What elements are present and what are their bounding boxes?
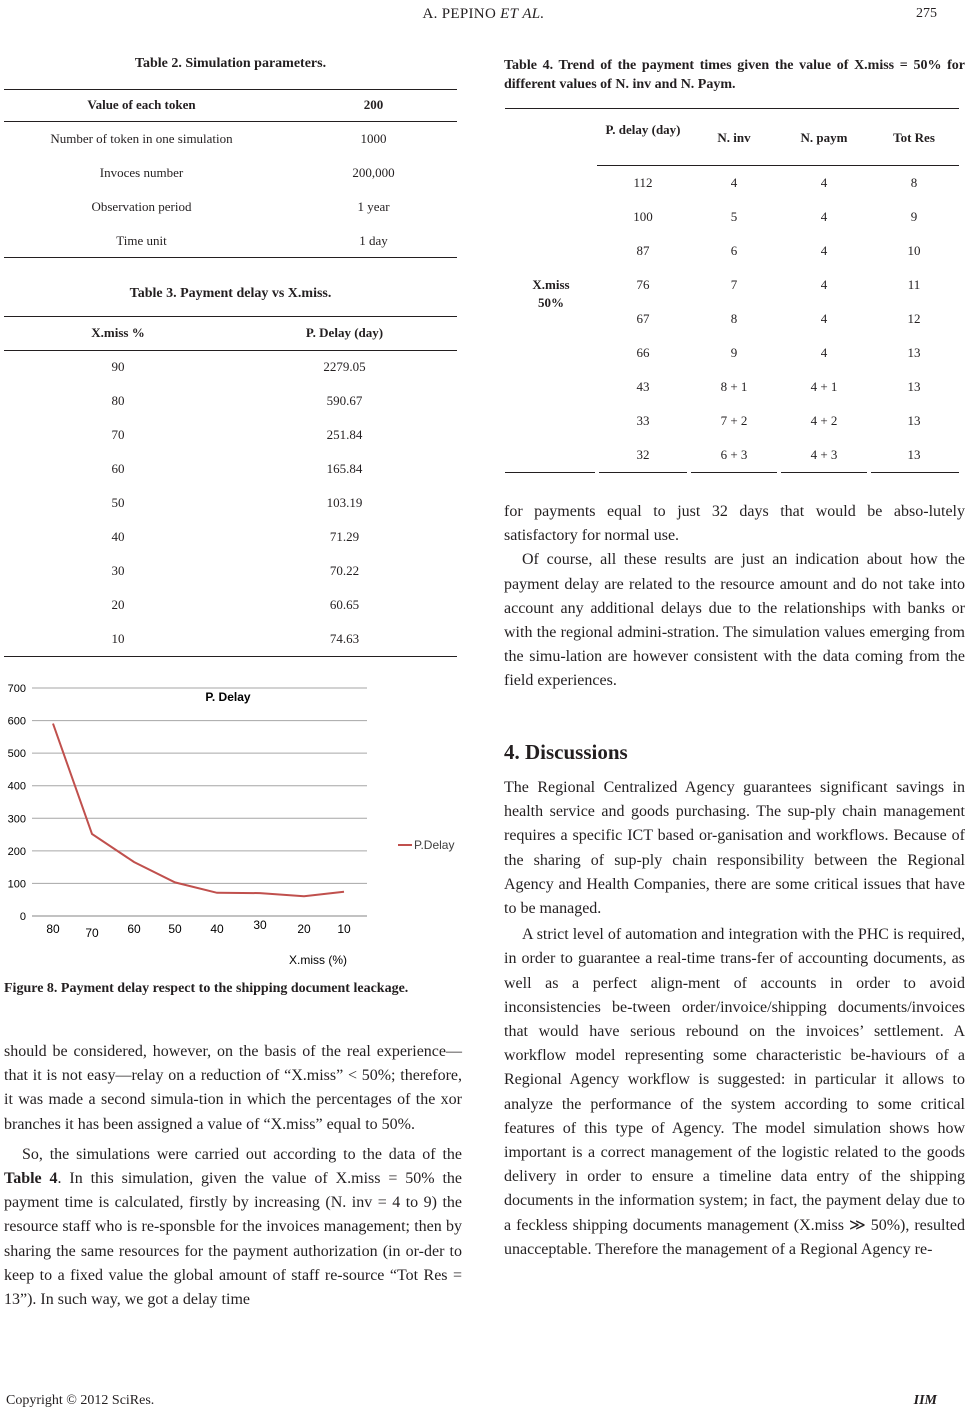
section-heading: 4. Discussions	[504, 740, 628, 764]
table4-rule-bottom-2	[599, 472, 687, 473]
chart-x-axis-label: X.miss (%)	[289, 953, 347, 967]
right-column-text-bottom	[504, 776, 965, 1262]
right-column-text-top	[504, 500, 965, 694]
table3-caption: Table 3. Payment delay vs X.miss.	[129, 286, 332, 301]
y-tick-label: 100	[7, 878, 26, 891]
page-number: 275	[916, 6, 937, 21]
x-tick-label: 20	[297, 922, 311, 936]
table4-rule-mid	[597, 165, 959, 166]
table4-header-npaym: N. paym	[800, 130, 848, 145]
left-paragraph-1: should be considered, however, on the basis of the real experience—that it is not easy—relay on a reduction of “X.miss” < 50%; therefore, it was made a second simula-tion in which the percentages of the xor branches it has been assigned a value of “X.miss” equal to 50%.	[4, 1043, 462, 1133]
table4-caption: Table 4. Trend of the payment times given the value of X.miss = 50% for different values of N. inv and N. Paym.	[504, 58, 965, 92]
table3-cell-delay: 71.29	[329, 529, 360, 544]
page-header	[0, 2, 967, 26]
table2-cell-value: 200,000	[352, 165, 395, 180]
table3-cell-xmiss: 90	[111, 359, 125, 374]
table4-reference: Table 4	[4, 1170, 58, 1188]
table4-row-label-line1: X.miss	[532, 277, 570, 292]
table2-cell-value: 1000	[360, 131, 387, 146]
running-al: AL.	[522, 6, 545, 22]
right-paragraph-4: A strict level of automation and integration with the PHC is required, in order to guarantee a real-time trans-fer of accounting documents, as well as a perfect align-ment of accounts in order to avoid inconsistencies be-tween order/invoice/shipping documents/invoices that would have serious rebound on the invoices’ settlement. A workflow model representing some characteristic be-haviours of a Regional Agency workflow is suggested: in particular it allows to analyze the performance of the system according to some critical features of this type of Agency. The model simulation shows how important is a correct management of the logistic related to the goods delivery in order to ensure a timeline data entry of the shipping documents in the information system; in fact, the payment delay due to a feckless shipping documents management (X.miss ≫ 50%), resulted unacceptable. Therefore the management of a Regional Agency re-	[504, 926, 965, 1258]
running-title	[0, 6, 967, 23]
table4-rule-bottom-1	[505, 472, 595, 473]
table2-cell-param: Number of token in one simulation	[50, 131, 233, 146]
table2-cell-param: Invoces number	[99, 165, 184, 180]
table4-cell-npaym: 4	[820, 277, 828, 292]
table4-rule-bottom-3	[691, 472, 777, 473]
table4-cell-totres: 13	[907, 345, 921, 360]
table4-cell-pdelay: 33	[636, 413, 650, 428]
table4-cell-npaym: 4	[820, 209, 828, 224]
right-paragraph-2: Of course, all these results are just an indication about how the payment delay are related to the resource amount and do not take into account any additional delays due to the relationships with banks or with the regional admini-stration. The simulation values emerging from the simu-lation are however consistent with the data coming from the field experiences.	[504, 551, 965, 690]
table4-cell-pdelay: 43	[636, 379, 650, 394]
table4-header-totres: Tot Res	[893, 130, 935, 145]
table4-header-pdelay: P. delay (day)	[605, 122, 681, 137]
left-column-text	[4, 1040, 462, 1312]
chart-y-ticks	[8, 683, 26, 923]
table3-cell-xmiss: 10	[111, 631, 125, 646]
table2-rule-bottom	[4, 257, 457, 258]
table4-cell-ninv: 8 + 1	[720, 379, 748, 394]
table4-cell-pdelay: 76	[636, 277, 650, 292]
table4-cell-pdelay: 66	[636, 345, 650, 360]
table3-cell-delay: 2279.05	[323, 359, 366, 374]
right-paragraph-3: The Regional Centralized Agency guarantees significant savings in health service and goods purchasing. The sup-ply chain management requires a specific ICT based or-ganisation and workflows. Because of the sharing of sup-ply chain responsibility between the Regional Agency and Health Companies, there are some critical issues that have to be managed.	[504, 779, 965, 918]
table3-cell-delay: 103.19	[326, 495, 363, 510]
table4-cell-totres: 10	[907, 243, 921, 258]
table4-cell-npaym: 4	[820, 345, 828, 360]
table2-header-value: 200	[363, 97, 384, 112]
table3-rule-top	[4, 316, 457, 317]
table3-cell-delay: 590.67	[326, 393, 363, 408]
y-tick-label: 600	[7, 715, 26, 728]
table4-cell-npaym: 4 + 3	[810, 447, 838, 462]
table4-cell-ninv: 5	[730, 209, 738, 224]
table4-cell-totres: 12	[907, 311, 921, 326]
table4-cell-ninv: 4	[730, 175, 738, 190]
table4-cell-pdelay: 112	[633, 175, 653, 190]
table3-cell-xmiss: 40	[111, 529, 125, 544]
series-line-pdelay	[53, 724, 344, 897]
table4-cell-ninv: 7 + 2	[720, 413, 748, 428]
left-p2-part-b: . In this simulation, given the value of X.miss = 50% the payment time is calculated, firstly by increasing (N. inv = 4 to 9) the resource staff who is re-sponsble for the invoices management; then by sharing the same resources for the payment authorization (in or-der to keep to a fixed value the global amount of staff re-source “Tot Res = 13”). In such way, we got a delay time	[4, 1170, 462, 1309]
table3-cell-xmiss: 80	[111, 393, 125, 408]
table2-cell-value: 1 day	[359, 233, 388, 248]
x-tick-label: 60	[127, 922, 141, 936]
x-tick-label: 40	[210, 922, 224, 936]
table3-cell-delay: 74.63	[329, 631, 360, 646]
table2-rule-top	[4, 89, 457, 90]
table2-cell-value: 1 year	[357, 199, 390, 214]
table3-cell-xmiss: 50	[111, 495, 125, 510]
right-paragraph-1: for payments equal to just 32 days that would be abso-lutely satisfactory for normal use.	[504, 503, 965, 545]
table3-header-xmiss: X.miss %	[91, 325, 145, 340]
table2-caption: Table 2. Simulation parameters.	[134, 56, 327, 71]
table4-cell-pdelay: 87	[636, 243, 650, 258]
table3-cell-delay: 251.84	[326, 427, 363, 442]
left-paragraph-2	[4, 1143, 462, 1312]
table3-header-delay: P. Delay (day)	[305, 325, 384, 340]
table3-rule-mid	[4, 350, 457, 351]
table4-cell-totres: 13	[907, 413, 921, 428]
x-tick-label: 80	[46, 922, 60, 936]
table3-cell-delay: 70.22	[329, 563, 360, 578]
y-tick-label: 300	[7, 813, 26, 826]
table4-cell-totres: 9	[910, 209, 918, 224]
y-tick-label: 400	[7, 780, 26, 793]
figure-caption: Figure 8. Payment delay respect to the shipping document leackage.	[4, 981, 409, 996]
table4-header-ninv: N. inv	[717, 130, 751, 145]
table3-cell-xmiss: 20	[111, 597, 125, 612]
table4-cell-totres: 11	[907, 277, 921, 292]
table4-cell-npaym: 4	[820, 243, 828, 258]
table4-cell-ninv: 6	[730, 243, 738, 258]
chart-title: P. Delay	[205, 690, 251, 704]
table4-cell-totres: 8	[910, 175, 918, 190]
x-tick-label: 50	[168, 922, 182, 936]
table3-cell-delay: 165.84	[326, 461, 363, 476]
table4-cell-ninv: 8	[730, 311, 738, 326]
x-tick-label: 30	[253, 918, 267, 932]
footer-journal: IIM	[913, 1393, 937, 1408]
table4-cell-npaym: 4	[820, 311, 828, 326]
chart-x-ticks	[46, 918, 351, 940]
y-tick-label: 700	[7, 683, 26, 695]
table2-rule-mid	[4, 121, 457, 122]
table4-cell-pdelay: 100	[633, 209, 653, 224]
table2-header-param: Value of each token	[87, 97, 196, 112]
footer-copyright: Copyright © 2012 SciRes.	[6, 1393, 155, 1408]
table2-cell-param: Time unit	[116, 233, 167, 248]
running-author: A. PEPINO	[422, 6, 497, 22]
left-p2-part-a: So, the simulations were carried out according to the data of the	[22, 1145, 462, 1163]
table4-row-label-line2: 50%	[538, 295, 564, 310]
legend-label: P.Delay	[414, 838, 455, 852]
table4-cell-pdelay: 32	[636, 447, 650, 462]
table4-cell-ninv: 6 + 3	[720, 447, 748, 462]
table4-cell-npaym: 4 + 2	[810, 413, 838, 428]
x-tick-label: 70	[85, 926, 99, 940]
table4-rule-bottom-4	[781, 472, 867, 473]
table3-cell-xmiss: 60	[111, 461, 125, 476]
table4-rule-top	[505, 108, 959, 109]
x-tick-label: 10	[337, 922, 351, 936]
table4-cell-pdelay: 67	[636, 311, 650, 326]
table2-cell-param: Observation period	[91, 199, 192, 214]
table4-cell-ninv: 7	[730, 277, 738, 292]
table4-row-label	[505, 276, 597, 312]
table4-rule-bottom-5	[871, 472, 959, 473]
table3-rule-bottom	[4, 656, 457, 657]
table4-cell-npaym: 4	[820, 175, 828, 190]
payment-delay-chart	[0, 674, 462, 970]
table4-cell-npaym: 4 + 1	[810, 379, 838, 394]
table3-cell-xmiss: 30	[111, 563, 125, 578]
chart-grid	[32, 688, 367, 916]
table3-cell-xmiss: 70	[111, 427, 125, 442]
y-tick-label: 0	[19, 911, 26, 923]
table4-cell-ninv: 9	[730, 345, 738, 360]
y-tick-label: 500	[7, 748, 26, 761]
table3-cell-delay: 60.65	[329, 597, 360, 612]
y-tick-label: 200	[7, 845, 26, 858]
running-etal: ET	[500, 6, 519, 22]
table4-cell-totres: 13	[907, 447, 921, 462]
table4-cell-totres: 13	[907, 379, 921, 394]
